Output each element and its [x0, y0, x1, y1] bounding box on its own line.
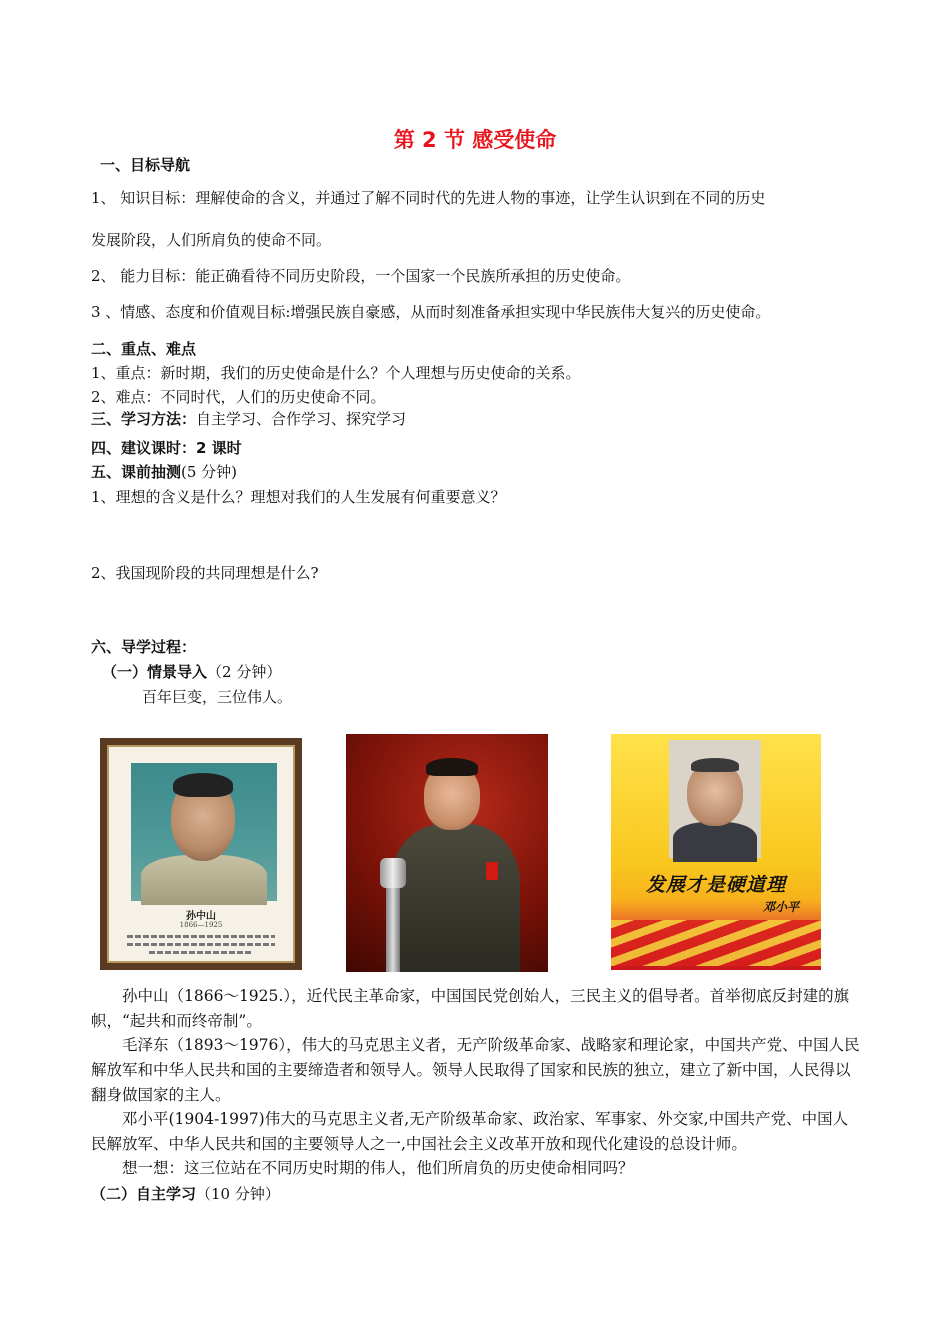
- intro-text: 百年巨变，三位伟人。: [142, 688, 293, 706]
- section-5-heading: 五、课前抽测: [91, 463, 182, 481]
- subsection-2-heading: （二）自主学习: [91, 1185, 197, 1203]
- section-5: [91, 461, 237, 482]
- subsection-2-time: （10 分钟）: [196, 1185, 280, 1203]
- subsection-1: [102, 661, 281, 682]
- subsection-1-time: （2 分钟）: [207, 663, 282, 681]
- section-3-heading: 三、学习方法：: [91, 410, 197, 428]
- great-wall-graphic: [611, 920, 821, 966]
- sun-yatsen-portrait: [100, 738, 302, 970]
- goal-ability: 2、 能力目标：能正确看待不同历史阶段，一个国家一个民族所承担的历史使命。: [91, 267, 631, 285]
- subsection-2: [91, 1183, 280, 1204]
- portrait-name: 孙中山: [186, 911, 216, 922]
- pretest-question-1: 1、理想的含义是什么？理想对我们的人生发展有何重要意义？: [91, 488, 506, 506]
- paragraph-mao-zedong: 毛泽东（1893～1976），伟大的马克思主义者，无产阶级革命家、战略家和理论家，中国共产党、中国人民解放军和中华人民共和国的主要缔造者和领导人。领导人民取得了国家和民族的独立，建立了新中国，人民得以翻身做国家的主人。: [91, 1036, 860, 1104]
- section-1-heading: 一、目标导航: [100, 156, 191, 174]
- goal-knowledge-line2: 发展阶段，人们所肩负的使命不同。: [91, 231, 332, 249]
- goal-emotion: 3 、情感、态度和价值观目标:增强民族自豪感，从而时刻准备承担实现中华民族伟大复兴的历史使命。: [91, 303, 771, 321]
- page-title: 第 2 节 感受使命: [393, 128, 557, 152]
- section-6-heading: 六、导学过程：: [91, 638, 197, 656]
- mao-zedong-photo: [346, 734, 548, 972]
- portrait-years: 1866—1925: [179, 921, 223, 929]
- think-question: 想一想：这三位站在不同历史时期的伟人，他们所肩负的历史使命相同吗？: [122, 1159, 634, 1177]
- section-4-heading: 四、建议课时：2 课时: [91, 439, 242, 457]
- section-5-time: (5 分钟): [181, 463, 238, 481]
- key-point: 1、重点：新时期，我们的历史使命是什么？个人理想与历史使命的关系。: [91, 364, 581, 382]
- section-2-heading: 二、重点、难点: [91, 340, 197, 358]
- subsection-1-heading: （一）情景导入: [102, 663, 208, 681]
- section-3: [91, 408, 406, 429]
- pretest-question-2: 2、我国现阶段的共同理想是什么?: [91, 564, 319, 582]
- study-methods: 自主学习、合作学习、探究学习: [196, 410, 407, 428]
- paragraph-sun-yatsen: 孙中山（1866～1925.），近代民主革命家，中国国民党创始人，三民主义的倡导者。首举彻底反封建的旗帜，“起共和而终帝制”。: [91, 987, 850, 1030]
- deng-xiaoping-poster: [611, 734, 821, 970]
- paragraph-deng-xiaoping: 邓小平(1904-1997)伟大的马克思主义者,无产阶级革命家、政治家、军事家、外交家,中国共产党、中国人民解放军、中华人民共和国的主要领导人之一,中国社会主义改革开放和现代化建设的总设计师。: [91, 1110, 849, 1153]
- difficult-point: 2、难点：不同时代，人们的历史使命不同。: [91, 388, 386, 406]
- poster-signature: 邓小平: [762, 900, 799, 914]
- poster-slogan: 发展才是硬道理: [645, 874, 786, 896]
- goal-knowledge-line1: 1、 知识目标：理解使命的含义，并通过了解不同时代的先进人物的事迹，让学生认识到在不同的历史: [91, 189, 766, 207]
